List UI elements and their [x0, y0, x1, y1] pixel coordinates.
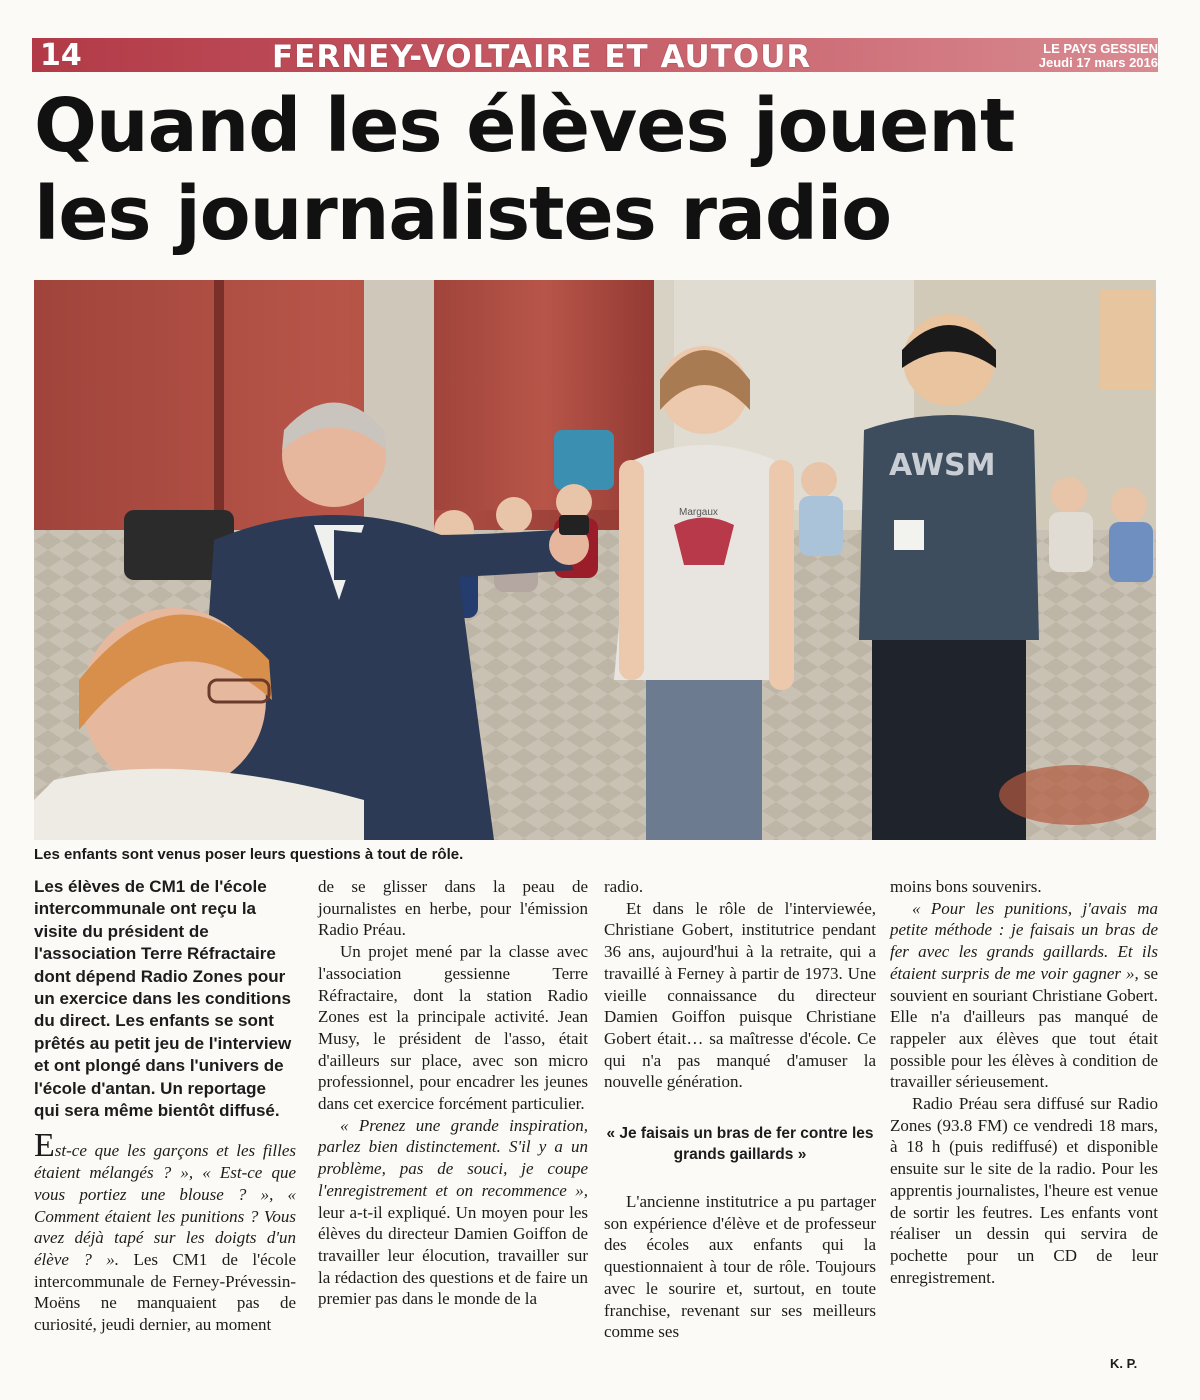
drop-cap: E	[34, 1127, 55, 1165]
quote-questions: st-ce que les garçons et les filles étaient mélangés ? », « Est-ce que vous portiez une blouse ? », « Comment étaient les punitions ? Vous avez déjà tapé sur les doigts d'un élève ? ».	[34, 1141, 296, 1269]
classroom-photo-illustration	[34, 280, 1156, 840]
article-column-3	[604, 876, 876, 1343]
article-paragraph-4	[318, 1115, 588, 1310]
article-paragraph-8: moins bons souvenirs.	[890, 877, 1042, 896]
article-column-2	[318, 876, 588, 1310]
headline-line-1: Quand les élèves jouent	[34, 83, 1015, 169]
article-paragraph-10: Radio Préau sera diffusé sur Radio Zones (93.8 FM) ce vendredi 18 mars, à 18 h (puis rediffusé) et disponible ensuite sur le site de la radio. Pour les apprentis journalistes, l'heure est venue de sortir les feutres. Les enfants vont réaliser un dessin qui servira de pochette pour un CD de leur enregistrement.	[890, 1094, 1158, 1287]
paragraph-9-text: se souvient en souriant Christiane Gobert. Elle n'a d'ailleurs pas manqué de rappeler aux élèves que tout était possible pour les élèves à condition de travailler sérieusement.	[890, 963, 1158, 1092]
headline	[34, 82, 1164, 258]
article-paragraph-7: L'ancienne institutrice a pu partager son expérience d'élève et de professeur des écoles aux enfants qui la questionnaient à tour de rôle. Toujours avec le sourire et, surtout, en toute franchise, revenant sur ses meilleurs comme ses	[604, 1192, 876, 1342]
shirt-text-right: AWSM	[889, 448, 996, 483]
article-paragraph-3: Un projet mené par la classe avec l'association gessienne Terre Réfractaire, dont la station Radio Zones est la principale activité. Jean Musy, le président de l'asso, était d'ailleurs sur place, avec son micro professionnel, pour encadrer les jeunes dans cet exercice forcément particulier.	[318, 942, 588, 1114]
quote-punishments: « Pour les punitions, j'avais ma petite méthode : je faisais un bras de fer avec les grands gaillards. Et ils étaient surpris de me voir gagner »,	[890, 898, 1158, 983]
section-title: FERNEY-VOLTAIRE ET AUTOUR	[272, 39, 812, 75]
article-paragraph-1	[34, 1127, 296, 1335]
article-paragraph-9	[890, 898, 1158, 1093]
quote-instructions: « Prenez une grande inspiration, parlez bien distinctement. S'il y a un problème, pas de souci, je coupe l'enregistrement et on recommence »,	[318, 1115, 588, 1200]
headline-line-2: les journalistes radio	[34, 171, 892, 257]
paragraph-4-text: leur a-t-il expliqué. Un moyen pour les élèves du directeur Damien Goiffon de travailler leur élocution, travailler sur la rédaction des questions et de faire un premier pas dans le monde de la	[318, 1202, 588, 1309]
paragraph-1-text: Les CM1 de l'école intercommunale de Ferney-Prévessin-Moëns ne manquaient pas de curiosité, jeudi dernier, au moment	[34, 1249, 296, 1335]
publication-info	[1039, 42, 1158, 70]
article-column-1	[34, 876, 296, 1336]
publication-date: Jeudi 17 mars 2016	[1038, 55, 1158, 70]
article-photo	[34, 280, 1156, 840]
author-signature: K. P.	[1110, 1356, 1138, 1371]
shirt-text-left: Margaux	[679, 507, 718, 518]
publication-name: LE PAYS GESSIEN	[1043, 41, 1158, 56]
page-number: 14	[40, 38, 82, 73]
article-subheading: « Je faisais un bras de fer contre les grands gaillards »	[606, 1125, 874, 1164]
article-column-4	[890, 876, 1158, 1288]
article-paragraph-5: radio.	[604, 877, 644, 896]
article-paragraph-6: Et dans le rôle de l'interviewée, Christiane Gobert, institutrice pendant 36 ans, aujourd'hui à la retraite, qui a travaillé à Ferney à partir de 1973. Une vieille connaissance du directeur Damien Goiffon puisque Christiane Gobert était… sa maîtresse d'école. Ce qui n'a pas manqué d'amuser la nouvelle génération.	[604, 898, 876, 1092]
photo-caption: Les enfants sont venus poser leurs questions à tout de rôle.	[34, 846, 464, 863]
article-lede: Les élèves de CM1 de l'école intercommunale ont reçu la visite du président de l'association Terre Réfractaire dont dépend Radio Zones pour un exercice dans les conditions du direct. Les enfants se sont prêtés au petit jeu de l'interview et ont plongé dans l'univers de l'école d'antan. Un reportage qui sera même bientôt diffusé.	[34, 877, 292, 1121]
article-paragraph-2: de se glisser dans la peau de journalistes en herbe, pour l'émission Radio Préau.	[318, 877, 588, 940]
